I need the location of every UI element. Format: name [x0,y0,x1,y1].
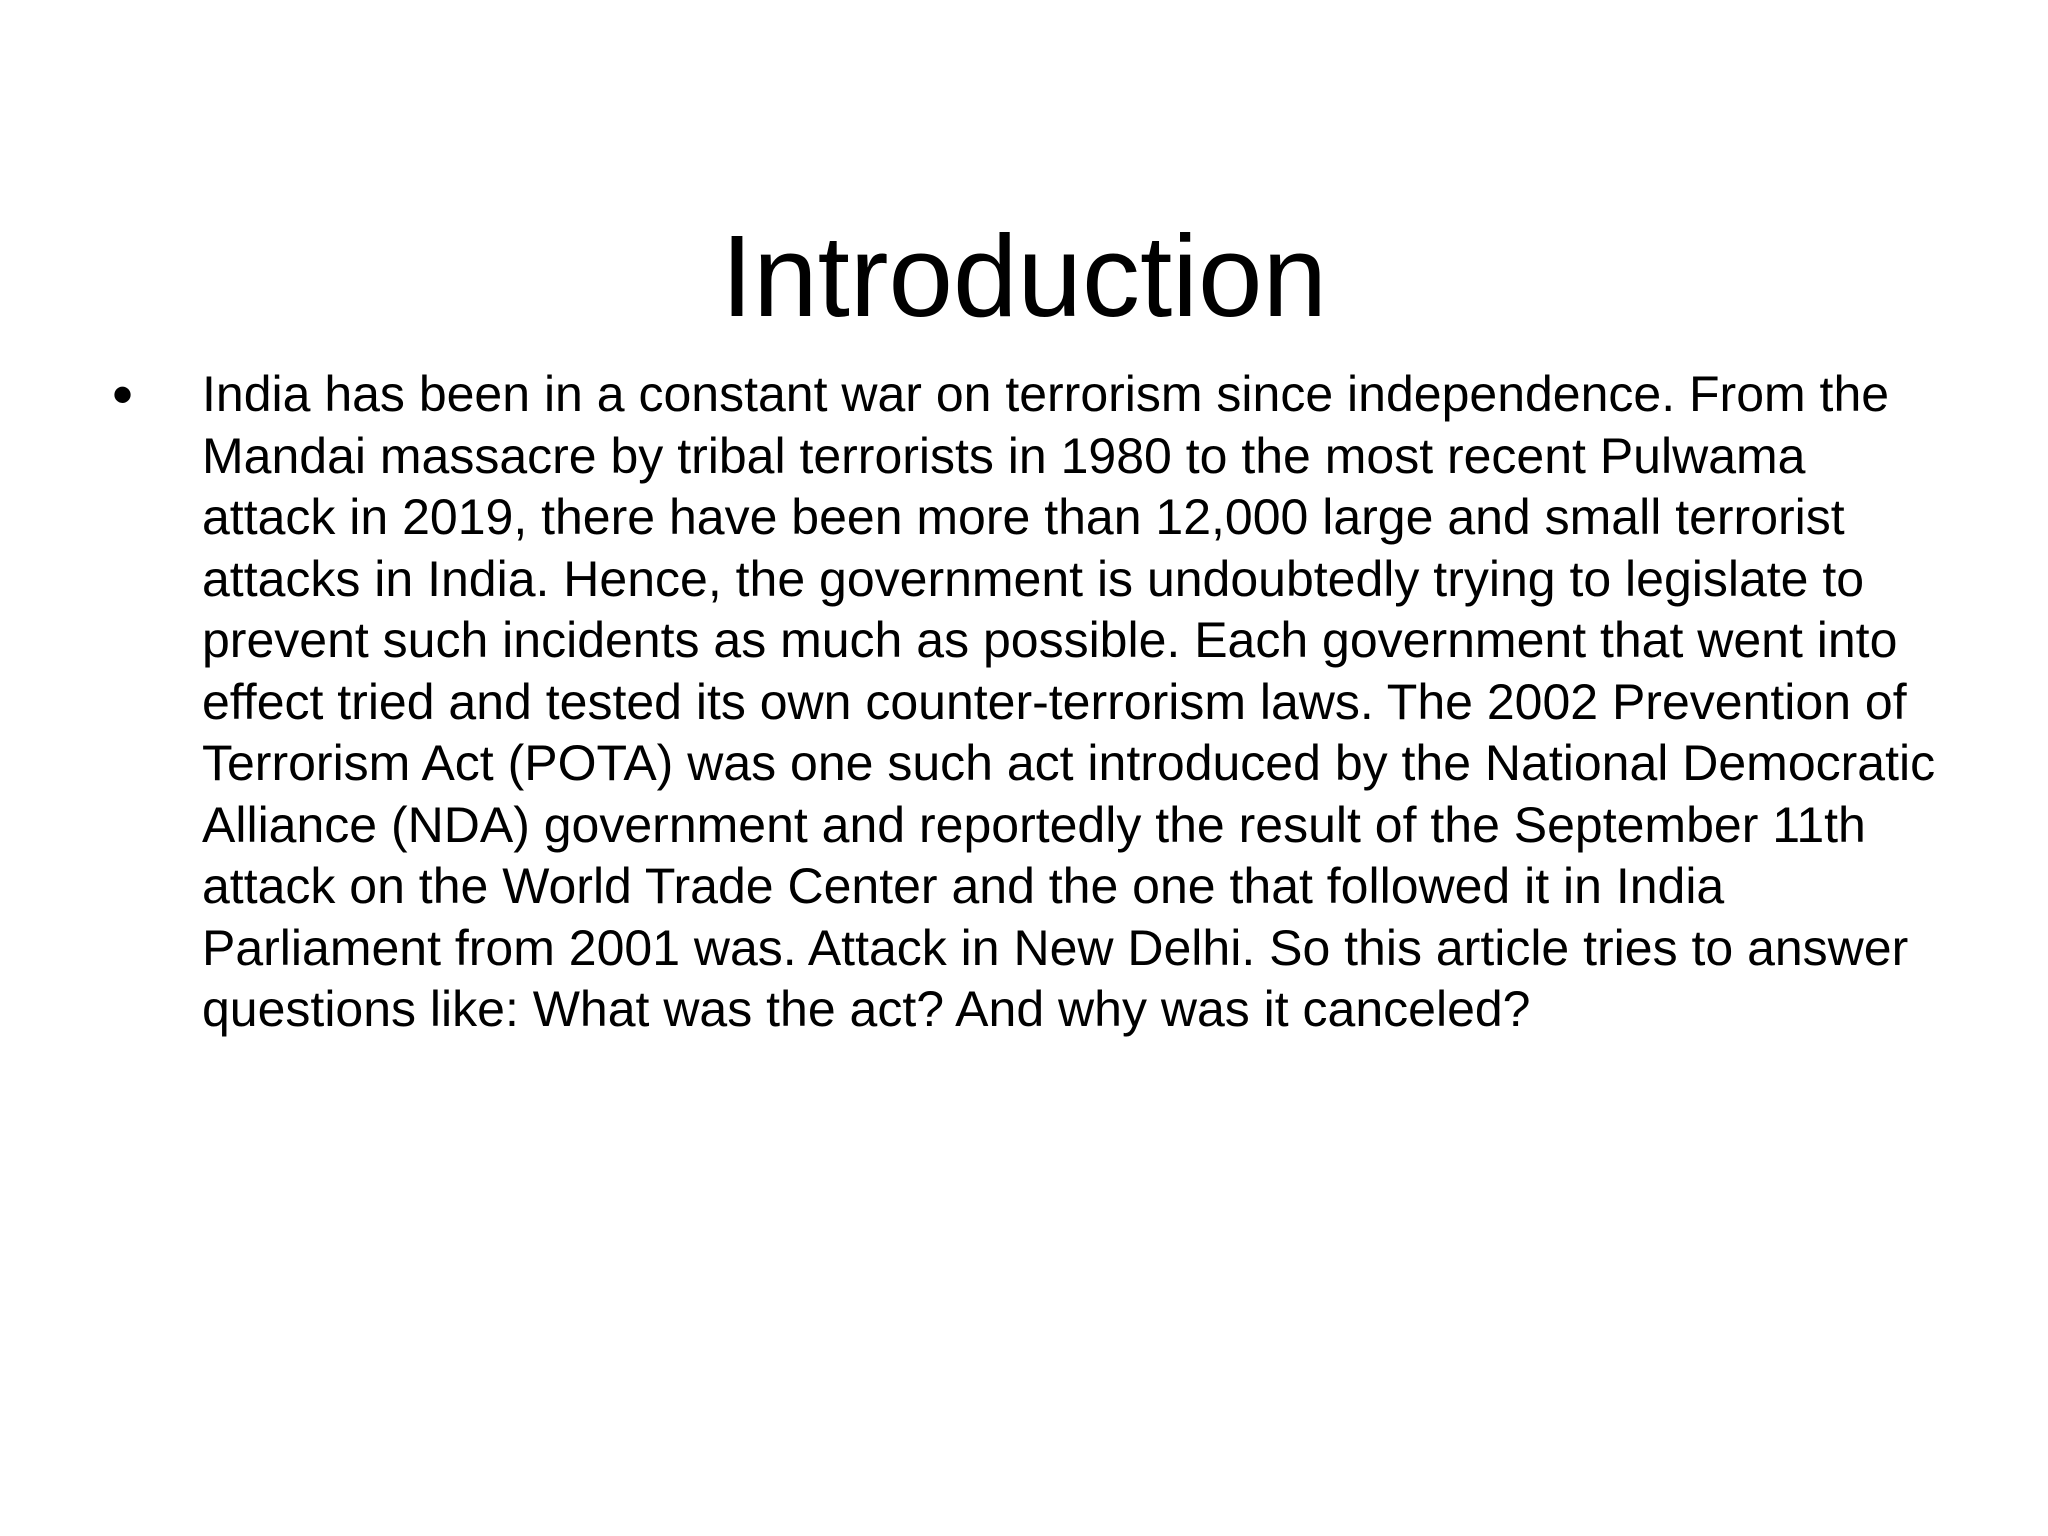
bullet-item [112,361,1942,1041]
bullet-marker: • [112,361,134,428]
slide-body [112,361,1942,1041]
slide-title: Introduction [720,210,1328,341]
bullet-text: India has been in a constant war on terrorism since independence. From the Mandai massacre by tribal terrorists in 1980 to the most recent Pulwama attack in 2019, there have been more than 12,000 large and small terrorist attacks in India. Hence, the government is undoubtedly trying to legislate to prevent such incidents as much as possible. Each government that went into effect tried and tested its own counter-terrorism laws. The 2002 Prevention of Terrorism Act (POTA) was one such act introduced by the National Democratic Alliance (NDA) government and reportedly the result of the September 11th attack on the World Trade Center and the one that followed it in India Parliament from 2001 was. Attack in New Delhi. So this article tries to answer questions like: What was the act? And why was it canceled? [202,366,1936,1037]
